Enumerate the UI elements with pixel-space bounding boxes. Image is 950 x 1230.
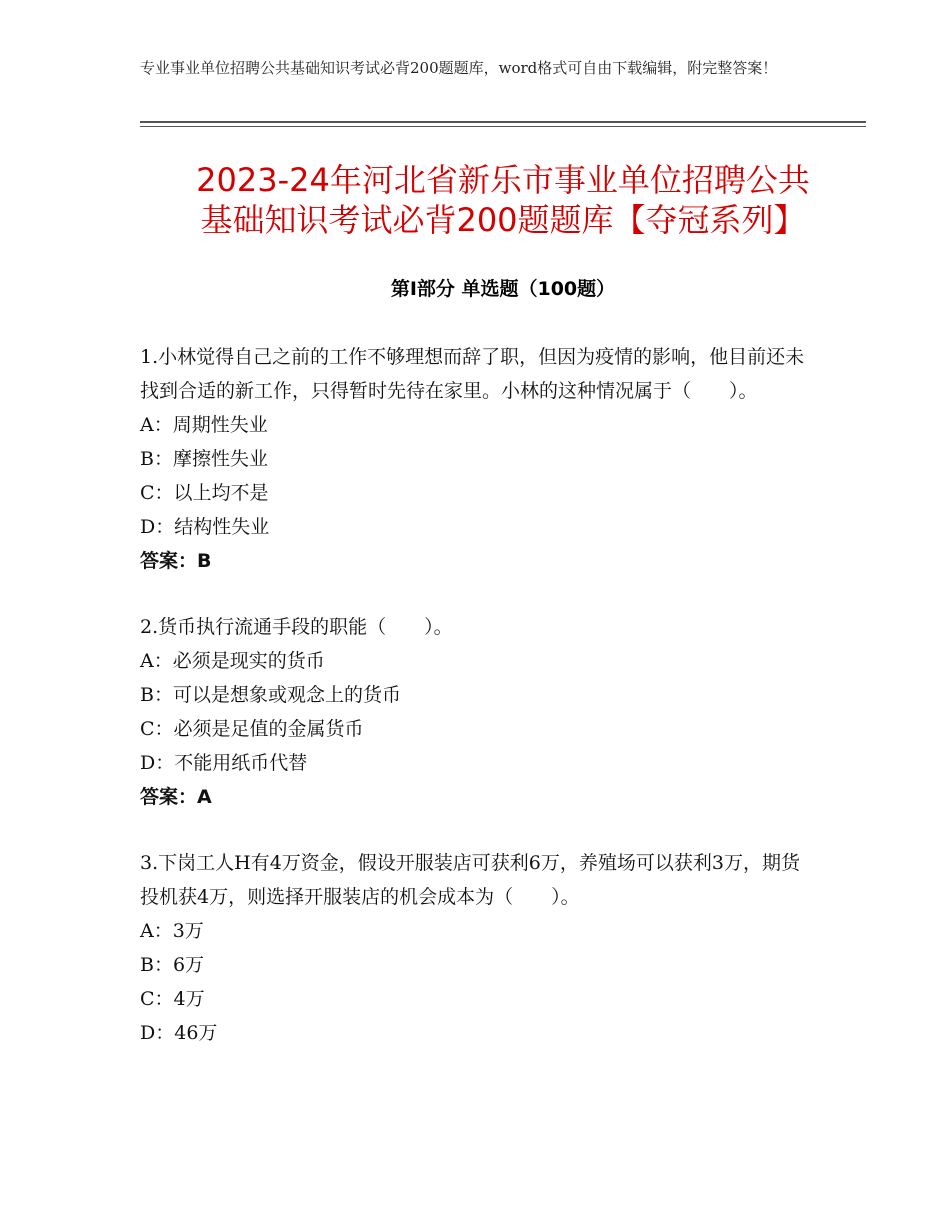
option-a: A：必须是现实的货币	[140, 650, 325, 672]
option-d: D：不能用纸币代替	[140, 752, 308, 774]
question-2	[140, 610, 812, 814]
question-stem: 1.小林觉得自己之前的工作不够理想而辞了职，但因为疫情的影响，他目前还未找到合适的新工作，只得暂时先待在家里。小林的这种情况属于（ ）。	[140, 346, 805, 402]
option-b: B：可以是想象或观念上的货币	[140, 684, 401, 706]
question-list	[140, 340, 812, 1050]
answer: 答案：A	[140, 786, 212, 808]
answer: 答案：B	[140, 550, 212, 572]
question-1	[140, 340, 812, 578]
option-c: C：必须是足值的金属货币	[140, 718, 364, 740]
question-gap	[140, 578, 812, 610]
question-gap	[140, 814, 812, 846]
question-stem: 2.货币执行流通手段的职能（ ）。	[140, 616, 453, 638]
header-divider-thick	[140, 121, 866, 123]
option-c: C：以上均不是	[140, 482, 269, 504]
title-line-2: 基础知识考试必背200题题库【夺冠系列】	[200, 201, 806, 239]
option-a: A：周期性失业	[140, 414, 268, 436]
section-heading: 第Ⅰ部分 单选题（100题）	[390, 278, 616, 300]
page-title	[140, 160, 866, 240]
option-b: B：摩擦性失业	[140, 448, 268, 470]
option-b: B：6万	[140, 954, 205, 976]
option-d: D：结构性失业	[140, 516, 270, 538]
header-divider-thin	[140, 126, 866, 127]
option-d: D：46万	[140, 1022, 218, 1044]
title-line-1: 2023-24年河北省新乐市事业单位招聘公共	[196, 161, 810, 199]
question-stem: 3.下岗工人H有4万资金，假设开服装店可获利6万，养殖场可以获利3万，期货投机获4万，则选择开服装店的机会成本为（ ）。	[140, 852, 800, 908]
header-note: 专业事业单位招聘公共基础知识考试必背200题题库，word格式可自由下载编辑，附完整答案！	[140, 59, 778, 77]
option-c: C：4万	[140, 988, 205, 1010]
question-3	[140, 846, 812, 1050]
option-a: A：3万	[140, 920, 204, 942]
